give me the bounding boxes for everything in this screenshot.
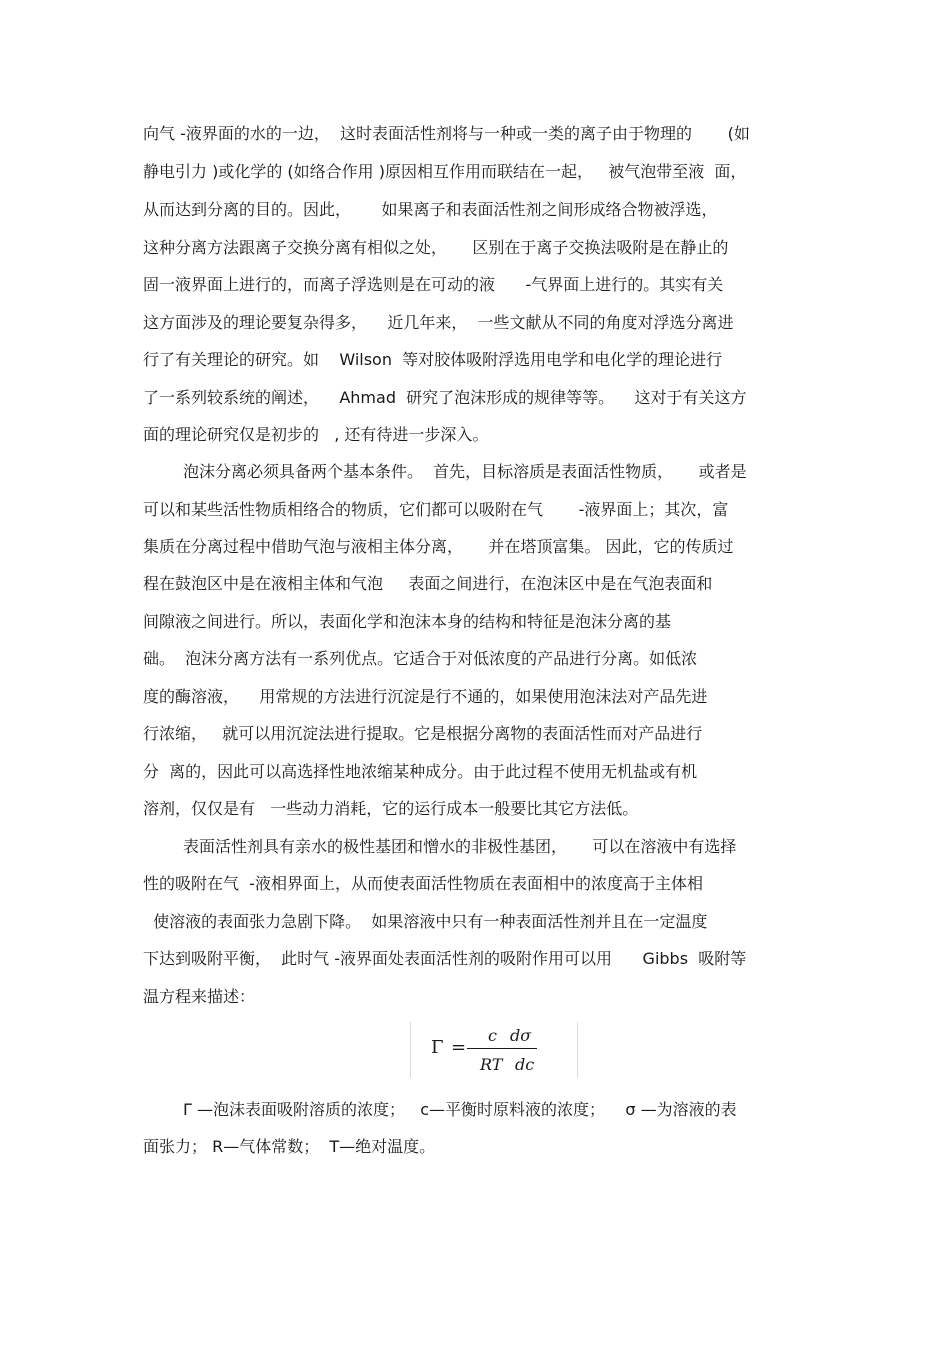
text-line: 表面活性剂具有亲水的极性基团和憎水的非极性基团， 可以在溶液中有选择: [183, 837, 737, 856]
text-line: 泡沫分离必须具备两个基本条件。 首先，目标溶质是表面活性物质， 或者是: [183, 462, 747, 481]
equation-fraction-bar: [479, 1048, 537, 1049]
text-line: 分 离的，因此可以高选择性地浓缩某种成分。由于此过程不使用无机盐或有机: [143, 762, 698, 781]
gibbs-equation: [410, 1022, 578, 1078]
text-line: 础。 泡沫分离方法有一系列优点。它适合于对低浓度的产品进行分离。如低浓: [143, 649, 698, 668]
text-line: 面张力； R—气体常数； T—绝对温度。: [143, 1137, 436, 1156]
text-line: 面的理论研究仅是初步的 , 还有待进一步深入。: [143, 425, 489, 444]
text-line: 下达到吸附平衡， 此时气 -液界面处表面活性剂的吸附作用可以用 Gibbs 吸附等: [143, 949, 747, 968]
equation-numerator-dsigma: dσ: [510, 1026, 532, 1045]
equation-denominator-dc: dc: [515, 1055, 535, 1074]
equation-gamma: Γ: [431, 1037, 444, 1058]
text-line: 行了有关理论的研究。如 Wilson 等对胶体吸附浮选用电学和电化学的理论进行: [143, 350, 723, 369]
text-line: 程在鼓泡区中是在液相主体和气泡 表面之间进行，在泡沫区中是在气泡表面和: [143, 574, 713, 593]
equation-minus-sign: [467, 1048, 479, 1049]
equation-denominator-rt: RT: [480, 1055, 503, 1074]
text-line: 行浓缩， 就可以用沉淀法进行提取。它是根据分离物的表面活性而对产品进行: [143, 724, 703, 743]
text-line: 度的酶溶液， 用常规的方法进行沉淀是行不通的，如果使用泡沫法对产品先进: [143, 687, 708, 706]
text-line: 性的吸附在气 -液相界面上，从而使表面活性物质在表面相中的浓度高于主体相: [143, 874, 703, 893]
text-line: 静电引力 )或化学的 (如络合作用 )原因相互作用而联结在一起， 被气泡带至液 面，: [143, 162, 747, 181]
text-line: 向气 -液界面的水的一边， 这时表面活性剂将与一种或一类的离子由于物理的 (如: [143, 124, 750, 143]
text-line: 间隙液之间进行。所以，表面化学和泡沫本身的结构和特征是泡沫分离的基: [143, 612, 672, 631]
equation-numerator-c: c: [488, 1026, 497, 1045]
text-line: 这方面涉及的理论要复杂得多， 近几年来， 一些文献从不同的角度对浮选分离进: [143, 313, 734, 332]
text-line: 可以和某些活性物质相络合的物质，它们都可以吸附在气 -液界面上；其次，富: [143, 500, 729, 519]
text-line: 固一液界面上进行的，而离子浮选则是在可动的液 -气界面上进行的。其实有关: [143, 275, 724, 294]
text-line: 使溶液的表面张力急剧下降。 如果溶液中只有一种表面活性剂并且在一定温度: [143, 912, 708, 931]
text-line: 这种分离方法跟离子交换分离有相似之处， 区别在于离子交换法吸附是在静止的: [143, 238, 729, 257]
text-line: 温方程来描述：: [143, 987, 256, 1006]
text-line: 从而达到分离的目的。因此， 如果离子和表面活性剂之间形成络合物被浮选，: [143, 200, 718, 219]
text-line: 集质在分离过程中借助气泡与液相主体分离， 并在塔顶富集。 因此，它的传质过: [143, 537, 734, 556]
text-line: 溶剂，仅仅是有 一些动力消耗，它的运行成本一般要比其它方法低。: [143, 799, 639, 818]
equation-equals: =: [451, 1037, 467, 1058]
text-line: Γ —泡沫表面吸附溶质的浓度； c—平衡时原料液的浓度； σ —为溶液的表: [183, 1100, 737, 1119]
text-line: 了一系列较系统的阐述， Ahmad 研究了泡沫形成的规律等等。 这对于有关这方: [143, 388, 747, 407]
